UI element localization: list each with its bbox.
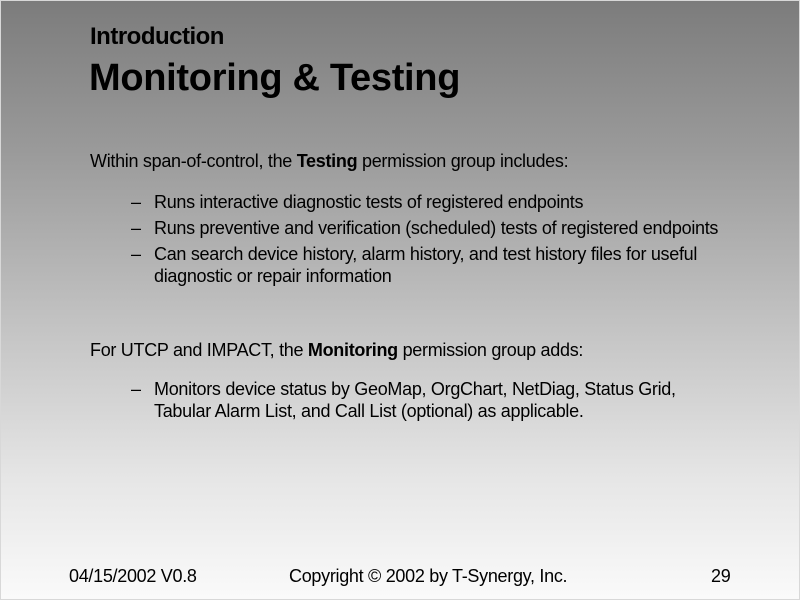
monitoring-intro-suffix: permission group adds: [397,340,584,360]
dash-bullet-icon: – [131,379,141,399]
testing-intro-suffix: permission group includes: [357,151,569,171]
dash-bullet-icon: – [131,192,141,212]
monitoring-intro-prefix: For UTCP and IMPACT, the [90,340,308,360]
testing-keyword: Testing [296,151,358,171]
testing-intro [90,151,568,172]
monitoring-bullet-list [131,378,701,426]
footer-date-version: 04/15/2002 V0.8 [69,566,197,586]
dash-bullet-icon: – [131,244,141,264]
slide-title: Monitoring & Testing [89,57,461,99]
bullet-item: – Monitors device status by GeoMap, OrgChart, NetDiag, Status Grid, Tabular Alarm List, and Call List (optional) as applicable. [131,379,676,421]
monitoring-intro [90,340,583,361]
dash-bullet-icon: – [131,218,141,238]
bullet-item: – Runs interactive diagnostic tests of registered endpoints [131,192,584,212]
bullet-item: – Runs preventive and verification (scheduled) tests of registered endpoints [131,218,719,238]
section-heading: Introduction [90,23,224,50]
testing-bullet-list [131,191,731,291]
footer-copyright: Copyright © 2002 by T-Synergy, Inc. [289,566,568,586]
testing-intro-prefix: Within span-of-control, the [90,151,297,171]
page-number: 29 [711,566,731,586]
monitoring-keyword: Monitoring [307,340,398,360]
bullet-item: – Can search device history, alarm history, and test history files for useful diagnostic or repair information [131,244,698,286]
